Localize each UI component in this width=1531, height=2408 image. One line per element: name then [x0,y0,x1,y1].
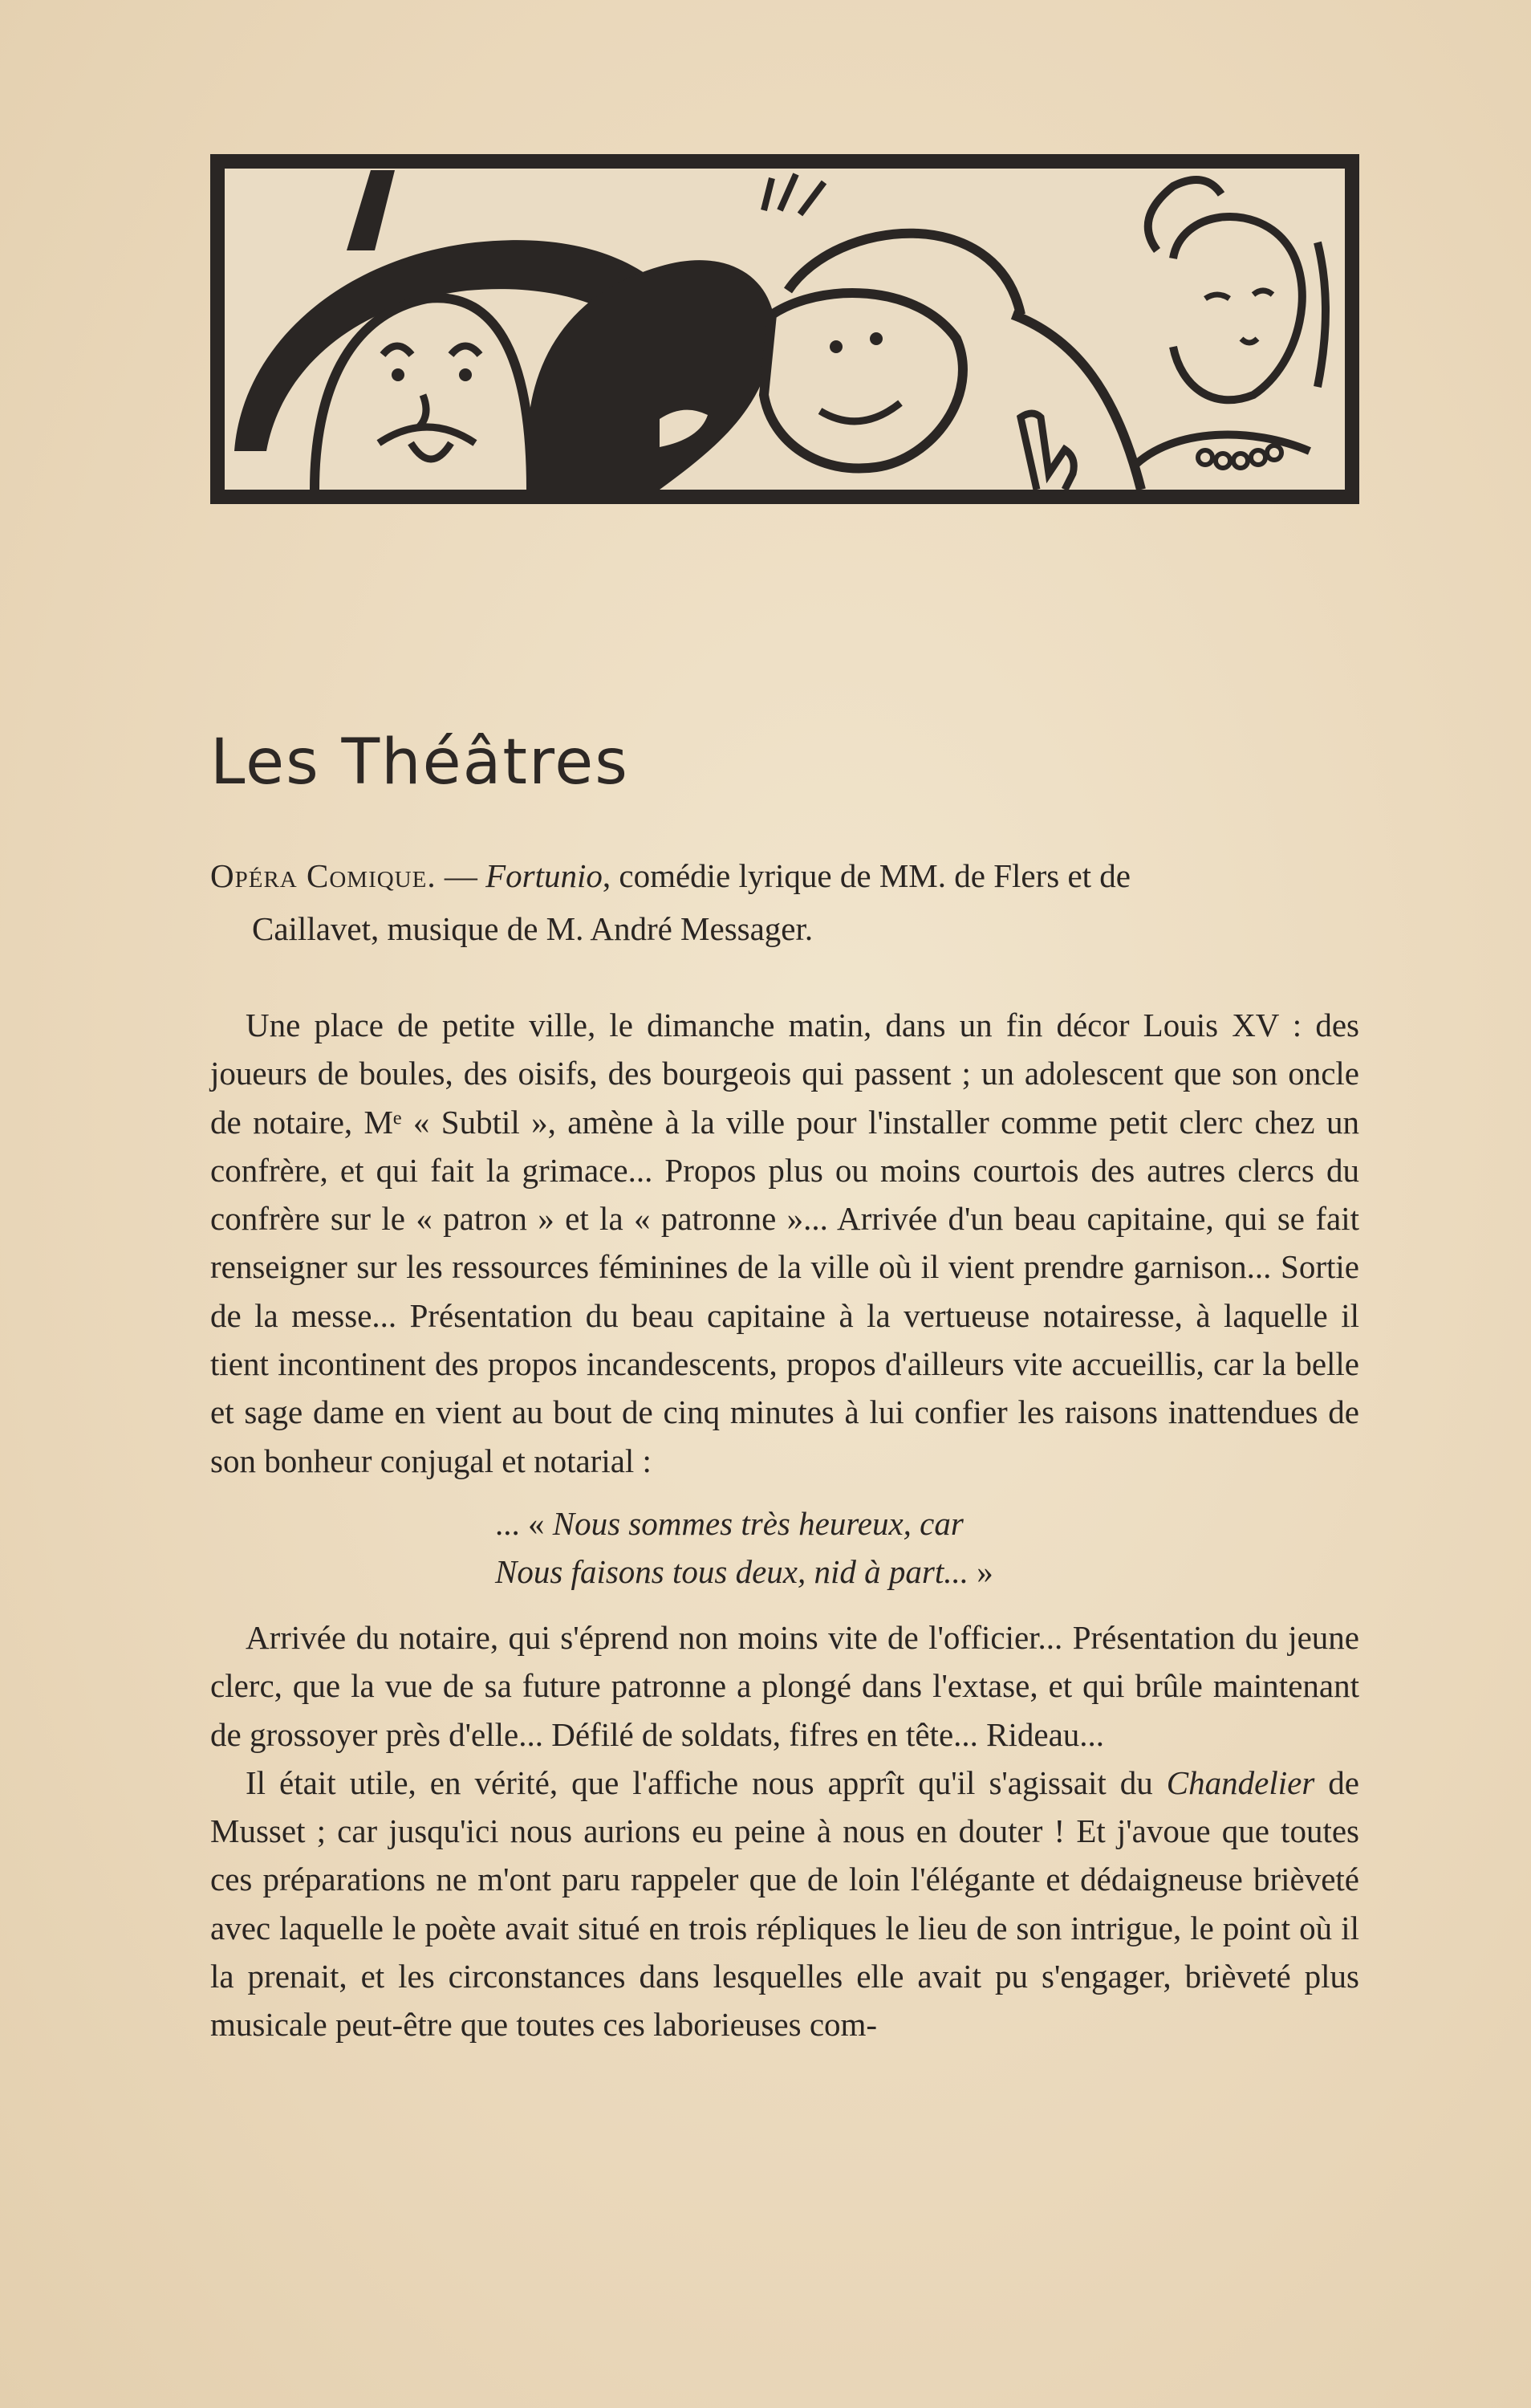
page-title: Les Théâtres [210,726,629,799]
quoted-verse [495,1499,1359,1596]
verse-line-2: Nous faisons tous deux, nid à part... » [495,1552,993,1590]
heading-line1-rest: , comédie lyrique de MM. de Flers et de [602,857,1131,894]
paragraph-2: Arrivée du notaire, qui s'éprend non moins vite de l'officier... Présentation du jeune clerc, que la vue de sa future patronne a plongé dans l'extase, et qui brûle maintenant de grossoyer près d'elle... Défilé de soldats, fifres en tête... Rideau... [210,1618,1359,1753]
verse-line-1: ... « Nous sommes très heureux, car [495,1504,964,1542]
review-heading [210,849,1359,955]
heading-line2: Caillavet, musique de M. André Messager. [252,910,814,947]
woodcut-banner-image [210,154,1359,504]
work-title: Fortunio [485,857,603,894]
chandelier-title: Chandelier [1166,1763,1315,1801]
heading-dash: — [436,857,486,894]
theatre-name: Opéra Comique. [210,857,437,894]
article-body [210,1001,1359,2049]
paragraph-1: Une place de petite ville, le dimanche matin, dans un fin décor Louis XV : des joueurs de boules, des oisifs, des bourgeois qui passent ; un adolescent que son oncle de notaire, Mᵉ « Subtil », amène à la ville pour l'installer comme petit clerc chez un confrère, et qui fait la grimace... Propos plus ou moins courtois des autres clercs du confrère sur le « patron » et la « patronne »... Arrivée d'un beau capitaine, qui se fait renseigner sur les ressources féminines de la ville où il vient prendre garnison... Sortie de la messe... Présentation du beau capitaine à la vertueuse notairesse, à laquelle il tient incontinent des propos incandescents, propos d'ailleurs vite accueillis, car la belle et sage dame en vient au bout de cinq minutes à lui confier les raisons inattendues de son bonheur conjugal et notarial : [210,1007,1359,1479]
paragraph-3: Il était utile, en vérité, que l'affiche nous apprît qu'il s'agissait du Chandelier de Musset ; car jusqu'ici nous aurions eu peine à nous en douter ! Et j'avoue que toutes ces préparations ne m'ont paru rappeler que de loin l'élégante et dédaigneuse brièveté avec laquelle le poète avait situé en trois répliques le lieu de son intrigue, le point où il la prenait, et les circonstances dans lesquelles elle avait pu s'engager, brièveté plus musicale peut-être que toutes ces laborieuses com- [210,1763,1359,2044]
theatre-audience-illustration [210,154,1359,504]
